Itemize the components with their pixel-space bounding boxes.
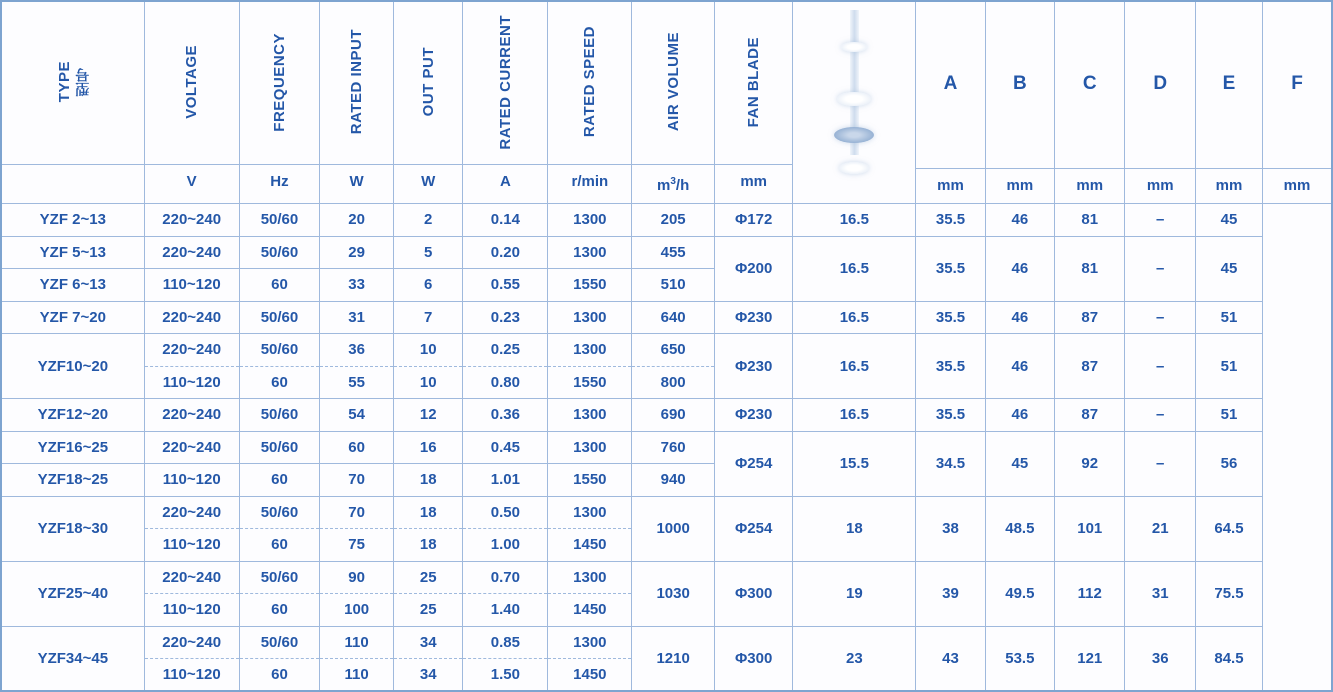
cell-dim-c: 49.5 (985, 561, 1054, 626)
cell-out-put: 12 (394, 399, 463, 432)
header-air-volume-unit: $m^3/h$ (632, 164, 714, 199)
cell-frequency: 50/60 (239, 236, 320, 269)
cell-out-put: 18 (394, 496, 463, 529)
header-dim-c-unit: mm (1055, 168, 1124, 203)
cell-frequency: 50/60 (239, 204, 320, 237)
cell-out-put: 2 (394, 204, 463, 237)
cell-rated-input: 100 (320, 594, 394, 627)
header-dim-f (1263, 1, 1332, 204)
cell-air-volume: 940 (632, 464, 715, 497)
cell-fan-blade: Φ300 (715, 561, 793, 626)
cell-rated-speed: 1450 (548, 529, 632, 562)
table-row (1, 301, 1332, 334)
cell-out-put: 34 (394, 626, 463, 659)
cell-rated-current: 0.55 (463, 269, 548, 302)
cell-rated-input: 29 (320, 236, 394, 269)
cell-dim-d: 101 (1055, 496, 1125, 561)
cell-rated-speed: 1450 (548, 594, 632, 627)
cell-air-volume: 455 (632, 236, 715, 269)
cell-voltage: 220~240 (144, 236, 239, 269)
header-type (1, 1, 144, 204)
cell-rated-current: 0.20 (463, 236, 548, 269)
cell-dim-f: 51 (1195, 301, 1262, 334)
cell-dim-b: 43 (916, 626, 985, 691)
header-dim-b-unit: mm (986, 168, 1054, 203)
cell-dim-a: 16.5 (793, 399, 916, 432)
cell-rated-current: 0.23 (463, 301, 548, 334)
cell-voltage: 220~240 (144, 399, 239, 432)
cell-rated-speed: 1300 (548, 561, 632, 594)
cell-air-volume: 510 (632, 269, 715, 302)
header-frequency-unit: Hz (240, 164, 320, 199)
cell-dim-c: 46 (985, 334, 1054, 399)
cell-dim-d: 81 (1055, 236, 1125, 301)
cell-rated-speed: 1300 (548, 236, 632, 269)
table-row (1, 431, 1332, 464)
cell-rated-current: 0.36 (463, 399, 548, 432)
cell-air-volume: 640 (632, 301, 715, 334)
cell-out-put: 16 (394, 431, 463, 464)
cell-dim-d: 87 (1055, 399, 1125, 432)
cell-dim-b: 35.5 (916, 334, 985, 399)
cell-rated-current: 0.70 (463, 561, 548, 594)
cell-frequency: 50/60 (239, 561, 320, 594)
cell-dim-f: 84.5 (1195, 626, 1262, 691)
cell-dim-e: – (1125, 204, 1195, 237)
header-dim-b (985, 1, 1054, 204)
cell-type: YZF34~45 (1, 626, 144, 691)
cell-rated-input: 110 (320, 659, 394, 692)
header-fan-blade (715, 1, 793, 204)
cell-rated-current: 1.01 (463, 464, 548, 497)
cell-dim-a: 23 (793, 626, 916, 691)
cell-dim-a: 16.5 (793, 204, 916, 237)
header-out-put-label: OUT PUT (419, 47, 437, 117)
cell-dim-b: 39 (916, 561, 985, 626)
cell-dim-f: 75.5 (1195, 561, 1262, 626)
cell-dim-f: 45 (1195, 236, 1262, 301)
cell-air-volume: 1000 (632, 496, 715, 561)
cell-dim-a: 16.5 (793, 334, 916, 399)
cell-dim-b: 35.5 (916, 399, 985, 432)
header-rated-speed (548, 1, 632, 204)
header-frequency-label: FREQUENCY (270, 32, 288, 132)
header-dim-c (1055, 1, 1125, 204)
header-rated-input-unit: W (320, 164, 393, 199)
cell-frequency: 50/60 (239, 431, 320, 464)
cell-dim-d: 87 (1055, 301, 1125, 334)
table-header-row (1, 1, 1332, 204)
cell-fan-blade: Φ200 (715, 236, 793, 301)
cell-type: YZF 5~13 (1, 236, 144, 269)
cell-rated-speed: 1550 (548, 366, 632, 399)
cell-frequency: 60 (239, 269, 320, 302)
cell-dim-e: – (1125, 236, 1195, 301)
table-row (1, 561, 1332, 594)
header-dim-d-label: D (1153, 73, 1168, 94)
cell-dim-b: 35.5 (916, 236, 985, 301)
header-dim-e-label: E (1222, 73, 1236, 94)
cell-voltage: 220~240 (144, 431, 239, 464)
cell-dim-e: 21 (1125, 496, 1195, 561)
header-air-volume-label: AIR VOLUME (664, 32, 682, 132)
cell-dim-c: 45 (985, 431, 1054, 496)
cell-frequency: 50/60 (239, 399, 320, 432)
cell-out-put: 10 (394, 366, 463, 399)
cell-rated-speed: 1300 (548, 496, 632, 529)
cell-rated-speed: 1550 (548, 269, 632, 302)
header-rated-current-label: RATED CURRENT (496, 14, 514, 150)
header-dim-a-unit: mm (916, 168, 984, 203)
cell-rated-speed: 1300 (548, 204, 632, 237)
cell-type: YZF 2~13 (1, 204, 144, 237)
cell-fan-blade: Φ230 (715, 301, 793, 334)
cell-dim-f: 45 (1195, 204, 1262, 237)
cell-air-volume: 1030 (632, 561, 715, 626)
cell-rated-current: 1.50 (463, 659, 548, 692)
cell-dim-e: 31 (1125, 561, 1195, 626)
cell-dim-c: 46 (985, 236, 1054, 301)
cell-out-put: 5 (394, 236, 463, 269)
cell-dim-a: 16.5 (793, 236, 916, 301)
table-row (1, 204, 1332, 237)
cell-type: YZF16~25 (1, 431, 144, 464)
cell-type: YZF12~20 (1, 399, 144, 432)
header-rated-current (463, 1, 548, 204)
cell-out-put: 18 (394, 464, 463, 497)
cell-rated-input: 90 (320, 561, 394, 594)
cell-fan-blade: Φ230 (715, 334, 793, 399)
cell-voltage: 220~240 (144, 626, 239, 659)
cell-air-volume: 800 (632, 366, 715, 399)
cell-frequency: 60 (239, 464, 320, 497)
header-rated-input-label: RATED INPUT (348, 29, 366, 135)
cell-rated-speed: 1450 (548, 659, 632, 692)
cell-rated-speed: 1300 (548, 626, 632, 659)
cell-voltage: 110~120 (144, 594, 239, 627)
cell-dim-b: 35.5 (916, 301, 985, 334)
cell-voltage: 110~120 (144, 269, 239, 302)
cell-dim-d: 121 (1055, 626, 1125, 691)
cell-rated-input: 55 (320, 366, 394, 399)
cell-voltage: 110~120 (144, 366, 239, 399)
header-dim-c-label: C (1082, 73, 1097, 94)
cell-frequency: 60 (239, 529, 320, 562)
cell-dim-f: 51 (1195, 399, 1262, 432)
fan-drawing-column (793, 1, 916, 204)
cell-frequency: 60 (239, 594, 320, 627)
cell-frequency: 50/60 (239, 626, 320, 659)
header-out-put-unit: W (394, 164, 462, 199)
cell-out-put: 10 (394, 334, 463, 367)
cell-fan-blade: Φ230 (715, 399, 793, 432)
cell-frequency: 60 (239, 366, 320, 399)
cell-out-put: 18 (394, 529, 463, 562)
cell-rated-input: 20 (320, 204, 394, 237)
cell-rated-current: 0.14 (463, 204, 548, 237)
cell-type: YZF18~30 (1, 496, 144, 561)
header-type-unit (2, 164, 144, 199)
cell-type: YZF18~25 (1, 464, 144, 497)
cell-dim-e: – (1125, 334, 1195, 399)
header-rated-speed-unit: r/min (548, 164, 631, 199)
cell-type: YZF 6~13 (1, 269, 144, 302)
cell-rated-current: 1.00 (463, 529, 548, 562)
header-out-put (394, 1, 463, 204)
cell-fan-blade: Φ300 (715, 626, 793, 691)
cell-rated-input: 54 (320, 399, 394, 432)
cell-dim-d: 87 (1055, 334, 1125, 399)
header-dim-a-label: A (943, 73, 958, 94)
cell-rated-input: 70 (320, 496, 394, 529)
cell-frequency: 50/60 (239, 301, 320, 334)
cell-voltage: 220~240 (144, 496, 239, 529)
cell-dim-b: 38 (916, 496, 985, 561)
table-row (1, 399, 1332, 432)
cell-fan-blade: Φ254 (715, 431, 793, 496)
cell-out-put: 7 (394, 301, 463, 334)
header-type-label-en: TYPE (55, 61, 73, 103)
cell-dim-b: 35.5 (916, 204, 985, 237)
header-voltage (144, 1, 239, 204)
header-fan-blade-unit: mm (715, 164, 792, 199)
header-dim-e (1195, 1, 1262, 204)
cell-dim-c: 46 (985, 204, 1054, 237)
cell-rated-speed: 1550 (548, 464, 632, 497)
cell-out-put: 6 (394, 269, 463, 302)
cell-dim-d: 112 (1055, 561, 1125, 626)
header-rated-current-unit: A (463, 164, 547, 199)
cell-rated-speed: 1300 (548, 334, 632, 367)
cell-voltage: 110~120 (144, 529, 239, 562)
cell-dim-e: – (1125, 431, 1195, 496)
fan-blade-illustration (793, 2, 915, 203)
cell-out-put: 34 (394, 659, 463, 692)
header-dim-d (1125, 1, 1195, 204)
cell-rated-current: 0.25 (463, 334, 548, 367)
cell-rated-input: 110 (320, 626, 394, 659)
cell-voltage: 110~120 (144, 659, 239, 692)
cell-rated-speed: 1300 (548, 431, 632, 464)
cell-dim-c: 53.5 (985, 626, 1054, 691)
header-rated-input (320, 1, 394, 204)
cell-voltage: 220~240 (144, 204, 239, 237)
table-row (1, 626, 1332, 659)
cell-type: YZF25~40 (1, 561, 144, 626)
cell-rated-current: 0.85 (463, 626, 548, 659)
cell-rated-current: 0.45 (463, 431, 548, 464)
cell-dim-a: 19 (793, 561, 916, 626)
header-dim-b-label: B (1012, 73, 1027, 94)
cell-frequency: 50/60 (239, 334, 320, 367)
cell-voltage: 110~120 (144, 464, 239, 497)
cell-air-volume: 205 (632, 204, 715, 237)
cell-out-put: 25 (394, 594, 463, 627)
cell-dim-a: 15.5 (793, 431, 916, 496)
table-row (1, 496, 1332, 529)
cell-dim-c: 46 (985, 301, 1054, 334)
table-row (1, 236, 1332, 269)
cell-dim-f: 51 (1195, 334, 1262, 399)
cell-voltage: 220~240 (144, 301, 239, 334)
cell-rated-input: 31 (320, 301, 394, 334)
cell-air-volume: 690 (632, 399, 715, 432)
cell-dim-d: 81 (1055, 204, 1125, 237)
cell-rated-input: 75 (320, 529, 394, 562)
cell-dim-d: 92 (1055, 431, 1125, 496)
header-voltage-unit: V (145, 164, 239, 199)
cell-dim-e: – (1125, 301, 1195, 334)
cell-fan-blade: Φ254 (715, 496, 793, 561)
header-rated-speed-label: RATED SPEED (581, 26, 599, 138)
header-fan-blade-label: FAN BLADE (745, 36, 763, 128)
cell-out-put: 25 (394, 561, 463, 594)
cell-dim-b: 34.5 (916, 431, 985, 496)
header-frequency (239, 1, 320, 204)
cell-rated-input: 36 (320, 334, 394, 367)
cell-dim-e: – (1125, 399, 1195, 432)
header-voltage-label: VOLTAGE (183, 45, 201, 119)
cell-fan-blade: Φ172 (715, 204, 793, 237)
cell-voltage: 220~240 (144, 334, 239, 367)
cell-rated-current: 0.50 (463, 496, 548, 529)
header-dim-f-unit: mm (1263, 168, 1331, 203)
header-air-volume (632, 1, 715, 204)
cell-rated-current: 0.80 (463, 366, 548, 399)
cell-type: YZF 7~20 (1, 301, 144, 334)
header-dim-e-unit: mm (1196, 168, 1262, 203)
table-row (1, 334, 1332, 367)
cell-rated-input: 70 (320, 464, 394, 497)
cell-dim-a: 16.5 (793, 301, 916, 334)
cell-dim-a: 18 (793, 496, 916, 561)
cell-rated-speed: 1300 (548, 399, 632, 432)
cell-dim-f: 64.5 (1195, 496, 1262, 561)
cell-rated-input: 33 (320, 269, 394, 302)
cell-frequency: 50/60 (239, 496, 320, 529)
cell-air-volume: 650 (632, 334, 715, 367)
header-dim-f-label: F (1291, 73, 1303, 94)
cell-dim-e: 36 (1125, 626, 1195, 691)
cell-air-volume: 1210 (632, 626, 715, 691)
header-dim-d-unit: mm (1125, 168, 1194, 203)
cell-rated-speed: 1300 (548, 301, 632, 334)
cell-type: YZF10~20 (1, 334, 144, 399)
cell-voltage: 220~240 (144, 561, 239, 594)
header-type-label-cn: 型号 (73, 67, 90, 97)
cell-air-volume: 760 (632, 431, 715, 464)
cell-rated-current: 1.40 (463, 594, 548, 627)
cell-rated-input: 60 (320, 431, 394, 464)
cell-dim-f: 56 (1195, 431, 1262, 496)
cell-dim-c: 48.5 (985, 496, 1054, 561)
cell-dim-c: 46 (985, 399, 1054, 432)
header-dim-a (916, 1, 985, 204)
cell-frequency: 60 (239, 659, 320, 692)
